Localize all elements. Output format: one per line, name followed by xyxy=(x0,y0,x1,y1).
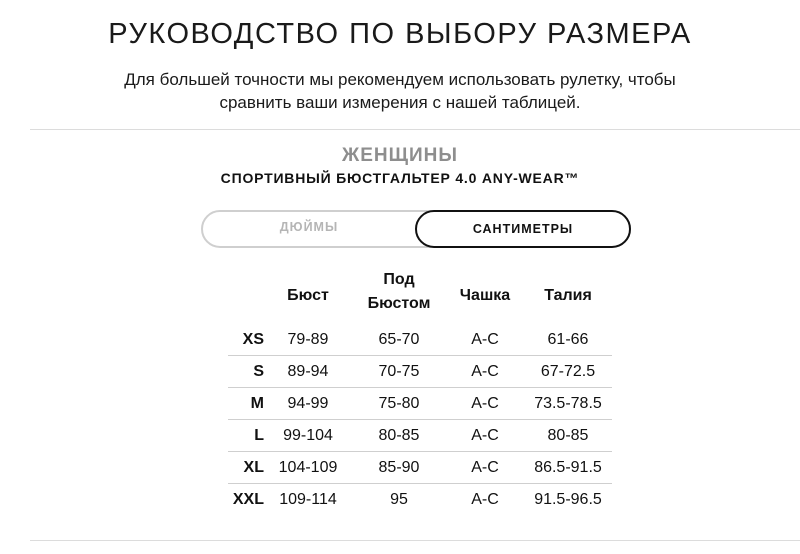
underbust-value: 95 xyxy=(390,491,408,508)
page-title: РУКОВОДСТВО ПО ВЫБОРУ РАЗМЕРА xyxy=(108,18,692,50)
table-row xyxy=(228,484,612,515)
cup-value: A-C xyxy=(471,331,499,348)
product-name: СПОРТИВНЫЙ БЮСТГАЛЬТЕР 4.0 ANY-WEAR™ xyxy=(220,170,580,186)
header-bust: Бюст xyxy=(287,287,329,304)
waist-value: 73.5-78.5 xyxy=(534,395,602,412)
cup-value: A-C xyxy=(471,427,499,444)
waist-value: 61-66 xyxy=(547,331,589,348)
size-label: XL xyxy=(243,459,264,476)
waist-value: 80-85 xyxy=(547,427,589,444)
size-label: XXL xyxy=(232,491,264,508)
header-waist: Талия xyxy=(544,287,592,304)
waist-value: 91.5-96.5 xyxy=(534,491,602,508)
underbust-value: 85-90 xyxy=(378,459,420,476)
header-underbust xyxy=(360,268,438,316)
subtitle-line-1: Для большей точности мы рекомендуем использовать рулетку, чтобы xyxy=(124,70,676,89)
category-heading: ЖЕНЩИНЫ xyxy=(342,145,458,166)
size-label: L xyxy=(254,427,264,444)
cup-value: A-C xyxy=(471,363,499,380)
bust-value: 94-99 xyxy=(287,395,329,412)
bust-value: 89-94 xyxy=(287,363,329,380)
size-label: S xyxy=(253,363,264,380)
size-label: XS xyxy=(242,331,264,348)
table-body xyxy=(228,324,612,515)
underbust-value: 65-70 xyxy=(378,331,420,348)
centimeters-option[interactable]: САНТИМЕТРЫ xyxy=(415,210,631,248)
table-row xyxy=(228,420,612,452)
cup-value: A-C xyxy=(471,395,499,412)
header-underbust-line-2: Бюстом xyxy=(367,295,431,312)
table-header xyxy=(228,268,612,324)
inches-option[interactable]: ДЮЙМЫ xyxy=(279,220,339,234)
top-divider xyxy=(30,129,800,130)
waist-value: 67-72.5 xyxy=(540,363,596,380)
bottom-divider xyxy=(30,540,800,541)
size-table xyxy=(228,268,612,515)
underbust-value: 80-85 xyxy=(378,427,420,444)
size-label: M xyxy=(250,395,264,412)
bust-value: 79-89 xyxy=(287,331,329,348)
unit-toggle xyxy=(201,210,631,246)
bust-value: 104-109 xyxy=(278,459,338,476)
header-underbust-line-1: Под xyxy=(383,271,415,288)
bust-value: 99-104 xyxy=(283,427,333,444)
cup-value: A-C xyxy=(471,459,499,476)
subtitle-line-2: сравнить ваши измерения с нашей таблицей. xyxy=(219,93,581,112)
table-row xyxy=(228,388,612,420)
table-row xyxy=(228,452,612,484)
underbust-value: 75-80 xyxy=(378,395,420,412)
underbust-value: 70-75 xyxy=(378,363,420,380)
table-row xyxy=(228,356,612,388)
cup-value: A-C xyxy=(471,491,499,508)
table-row xyxy=(228,324,612,356)
page-subtitle xyxy=(80,68,720,114)
header-cup: Чашка xyxy=(459,287,511,304)
waist-value: 86.5-91.5 xyxy=(534,459,602,476)
bust-value: 109-114 xyxy=(279,491,337,508)
